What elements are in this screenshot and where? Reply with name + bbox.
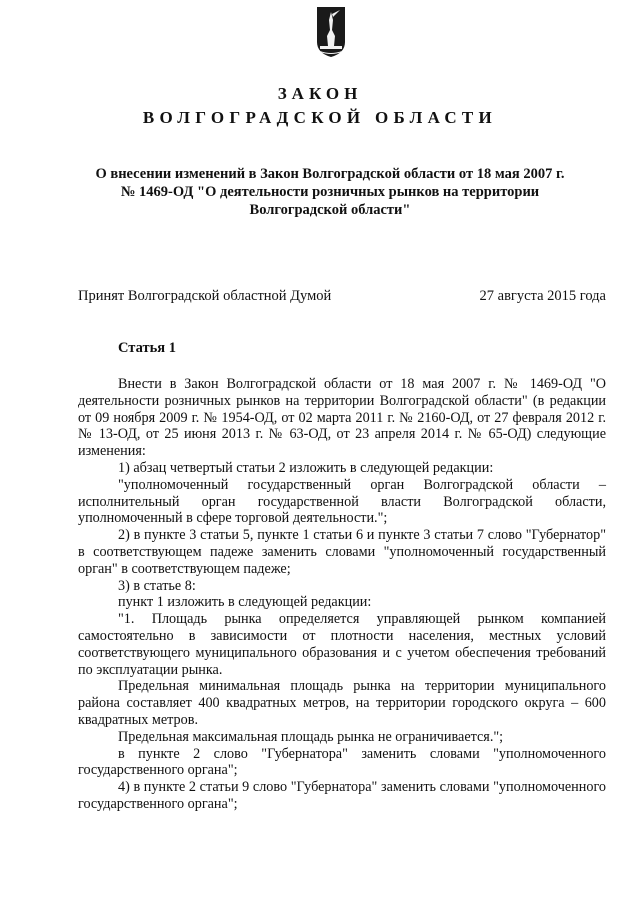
law-title: ЗАКОН — [277, 84, 363, 103]
law-subtitle — [80, 165, 580, 219]
adoption-date: 27 августа 2015 года — [479, 288, 606, 304]
paragraph: 3) в статье 8: — [118, 577, 196, 594]
paragraph: Предельная максимальная площадь рынка не ограничивается."; — [118, 728, 504, 745]
paragraph: "уполномоченный государственный орган Волгоградской области – исполнительный орган государственной власти Волгоградской области, уполномоченный в сфере торговой деятельности."; — [78, 476, 606, 527]
article-body — [78, 376, 606, 813]
adopted-by: Принят Волгоградской областной Думой — [78, 288, 332, 304]
paragraph: в пункте 2 слово "Губернатора" заменить словами "уполномоченного государственного органа"; — [78, 745, 606, 779]
region-title: ВОЛГОГРАДСКОЙ ОБЛАСТИ — [142, 108, 498, 127]
subtitle-line: Волгоградской области" — [249, 202, 411, 218]
paragraph: пункт 1 изложить в следующей редакции: — [118, 594, 372, 611]
adoption-info — [78, 288, 606, 305]
paragraph: Предельная минимальная площадь рынка на территории муниципального района составляет 400 квадратных метров, на территории городского округа – 600 квадратных метров. — [78, 678, 606, 728]
paragraph: 2) в пункте 3 статьи 5, пункте 1 статьи 6 и пункте 3 статьи 7 слово "Губернатор" в соответствующем падеже заменить словами "уполномоченный государственный орган" в соответствующем падеже; — [78, 527, 606, 577]
article-heading: Статья 1 — [118, 340, 176, 356]
subtitle-line: О внесении изменений в Закон Волгоградской области от 18 мая 2007 г. — [95, 166, 565, 182]
paragraph: 1) абзац четвертый статьи 2 изложить в следующей редакции: — [118, 459, 494, 476]
paragraph: 4) в пункте 2 статьи 9 слово "Губернатора" заменить словами "уполномоченного государственного органа"; — [78, 779, 606, 812]
coat-of-arms-icon — [316, 6, 346, 58]
subtitle-line: № 1469-ОД "О деятельности розничных рынков на территории — [120, 184, 540, 200]
paragraph: Внести в Закон Волгоградской области от 18 мая 2007 г. № 1469-ОД "О деятельности розничных рынков на территории Волгоградской области" (в редакции от 09 ноября 2009 г. № 1954-ОД, от 02 марта 2011 г. № 2160-ОД, от 27 февраля 2012 г. № 13-ОД, от 25 июня 2013 г. № 63-ОД, от 23 апреля 2014 г. № 65-ОД) следующие изменения: — [78, 376, 606, 460]
paragraph: "1. Площадь рынка определяется управляющей рынком компанией самостоятельно в зависимости от плотности населения, местных условий соответствующего муниципального образования и с учетом обеспечения требований по эксплуатации рынка. — [78, 611, 606, 678]
